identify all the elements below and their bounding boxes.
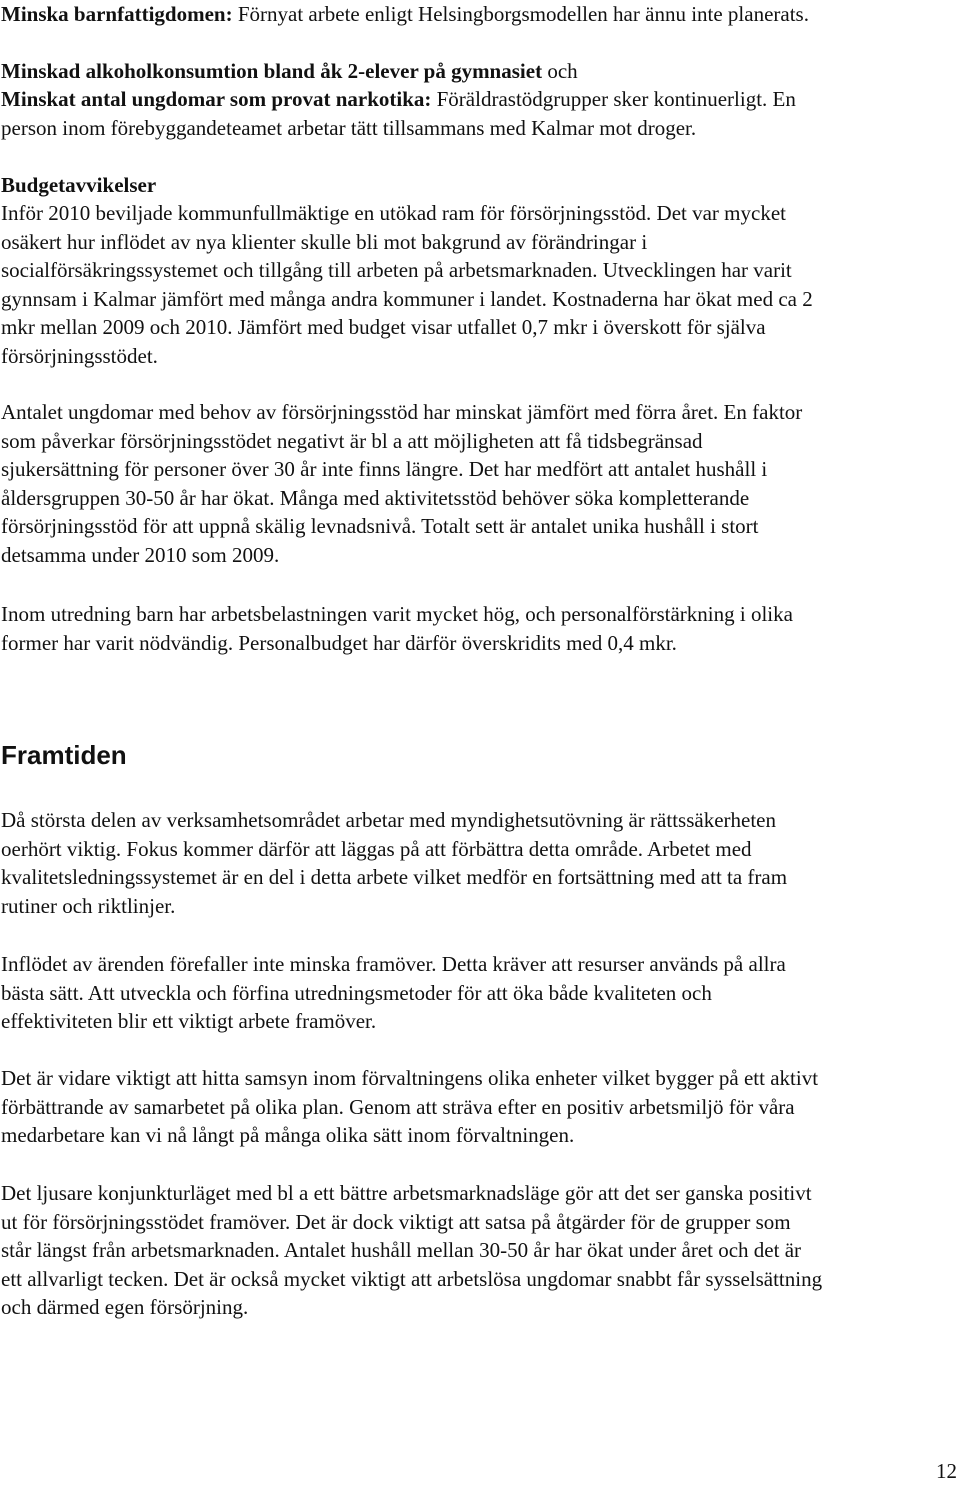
paragraph-line: oerhört viktig. Fokus kommer därför att läggas på att förbättra detta område. Arbetet med	[1, 836, 752, 861]
paragraph-line: medarbetare kan vi nå långt på många olika sätt inom förvaltningen.	[1, 1123, 575, 1148]
budget-heading-block	[1, 171, 957, 200]
future-paragraph-2	[1, 950, 957, 1036]
paragraph-line: Då största delen av verksamhetsområdet arbetar med myndighetsutövning är rättssäkerheten	[1, 808, 776, 832]
paragraph-line: Antalet ungdomar med behov av försörjningsstöd har minskat jämfört med förra året. En faktor	[1, 400, 803, 424]
budget-heading: Budgetavvikelser	[1, 173, 157, 197]
goal-alcohol-text: och	[542, 58, 578, 83]
future-heading: Framtiden	[1, 740, 127, 770]
budget-paragraph-2	[1, 398, 957, 570]
paragraph-line: Inflödet av ärenden förefaller inte minska framöver. Detta kräver att resurser används på allra	[1, 952, 786, 976]
goal-alcohol-label: Minskad alkoholkonsumtion bland åk 2-elever på gymnasiet	[1, 58, 543, 83]
budget-paragraph-3	[1, 600, 957, 657]
intro-line-2	[1, 57, 957, 86]
paragraph-line: ett allvarligt tecken. Det är också mycket viktigt att arbetslösa ungdomar snabbt får sysselsättning	[1, 1266, 823, 1291]
intro-line-4: person inom förebyggandeteamet arbetar tätt tillsammans med Kalmar mot droger.	[1, 115, 697, 140]
paragraph-line: bästa sätt. Att utveckla och förfina utredningsmetoder för att öka både kvaliteten och	[1, 980, 712, 1005]
paragraph-line: former har varit nödvändig. Personalbudget har därför överskridits med 0,4 mkr.	[1, 630, 677, 655]
paragraph-line: osäkert hur inflödet av nya klienter skulle bli mot bakgrund av förändringar i	[1, 229, 648, 254]
paragraph-line: sjukersättning för personer över 30 år inte finns längre. Det har medfört att antalet hushåll i	[1, 457, 768, 482]
future-paragraph-1	[1, 806, 957, 920]
paragraph-line: gynnsam i Kalmar jämfört med många andra kommuner i landet. Kostnaderna har ökat med ca 2	[1, 286, 813, 311]
paragraph-line: socialförsäkringssystemet och tillgång till arbeten på arbetsmarknaden. Utvecklingen har varit	[1, 258, 792, 283]
paragraph-line: kvalitetsledningssystemet är en del i detta arbete vilket medför en fortsättning med att ta fram	[1, 865, 788, 890]
paragraph-line: försörjningsstödet.	[1, 343, 158, 368]
page-number: 12	[936, 1459, 957, 1483]
goal-child-poverty-text: Förnyat arbete enligt Helsingborgsmodellen har ännu inte planerats.	[232, 2, 809, 26]
paragraph-line: försörjningsstöd för att uppnå skälig levnadsnivå. Totalt sett är antalet unika hushåll i stort	[1, 514, 759, 539]
intro-line-3	[1, 85, 957, 114]
paragraph-line: mkr mellan 2009 och 2010. Jämfört med budget visar utfallet 0,7 mkr i överskott för själva	[1, 315, 766, 340]
future-paragraph-4	[1, 1179, 957, 1322]
intro-section	[1, 0, 957, 142]
intro-line-1	[1, 0, 957, 29]
paragraph-line: står längst från arbetsmarknaden. Antalet hushåll mellan 30-50 år har ökat under året och det är	[1, 1238, 802, 1263]
paragraph-line: effektiviteten blir ett viktigt arbete framöver.	[1, 1009, 377, 1034]
paragraph-line: åldersgruppen 30-50 år har ökat. Många med aktivitetsstöd behöver söka kompletterande	[1, 485, 750, 510]
paragraph-line: förbättrande av samarbetet på olika plan. Genom att sträva efter en positiv arbetsmiljö för våra	[1, 1094, 795, 1119]
paragraph-line: Det ljusare konjunkturläget med bl a ett bättre arbetsmarknadsläge gör att det ser ganska positivt	[1, 1181, 812, 1205]
paragraph-line: detsamma under 2010 som 2009.	[1, 542, 280, 567]
paragraph-line: som påverkar försörjningsstödet negativt är bl a att möjligheten att få tidsbegränsad	[1, 428, 703, 453]
paragraph-line: rutiner och riktlinjer.	[1, 893, 176, 918]
paragraph-line: ut för försörjningsstödet framöver. Det är dock viktigt att satsa på åtgärder för de grupper som	[1, 1209, 791, 1234]
goal-child-poverty-label: Minska barnfattigdomen:	[1, 2, 233, 26]
paragraph-line: Inom utredning barn har arbetsbelastningen varit mycket hög, och personalförstärkning i olika	[1, 602, 793, 626]
budget-paragraph-1	[1, 199, 957, 371]
future-paragraph-3	[1, 1064, 957, 1150]
paragraph-line: Det är vidare viktigt att hitta samsyn inom förvaltningens olika enheter vilket bygger på ett aktivt	[1, 1066, 819, 1090]
paragraph-line: och därmed egen försörjning.	[1, 1295, 249, 1320]
paragraph-line: Inför 2010 beviljade kommunfullmäktige en utökad ram för försörjningsstöd. Det var mycket	[1, 201, 786, 225]
goal-narcotics-text: Föräldrastödgrupper sker kontinuerligt. En	[431, 87, 796, 112]
goal-narcotics-label: Minskat antal ungdomar som provat narkotika:	[1, 87, 432, 112]
